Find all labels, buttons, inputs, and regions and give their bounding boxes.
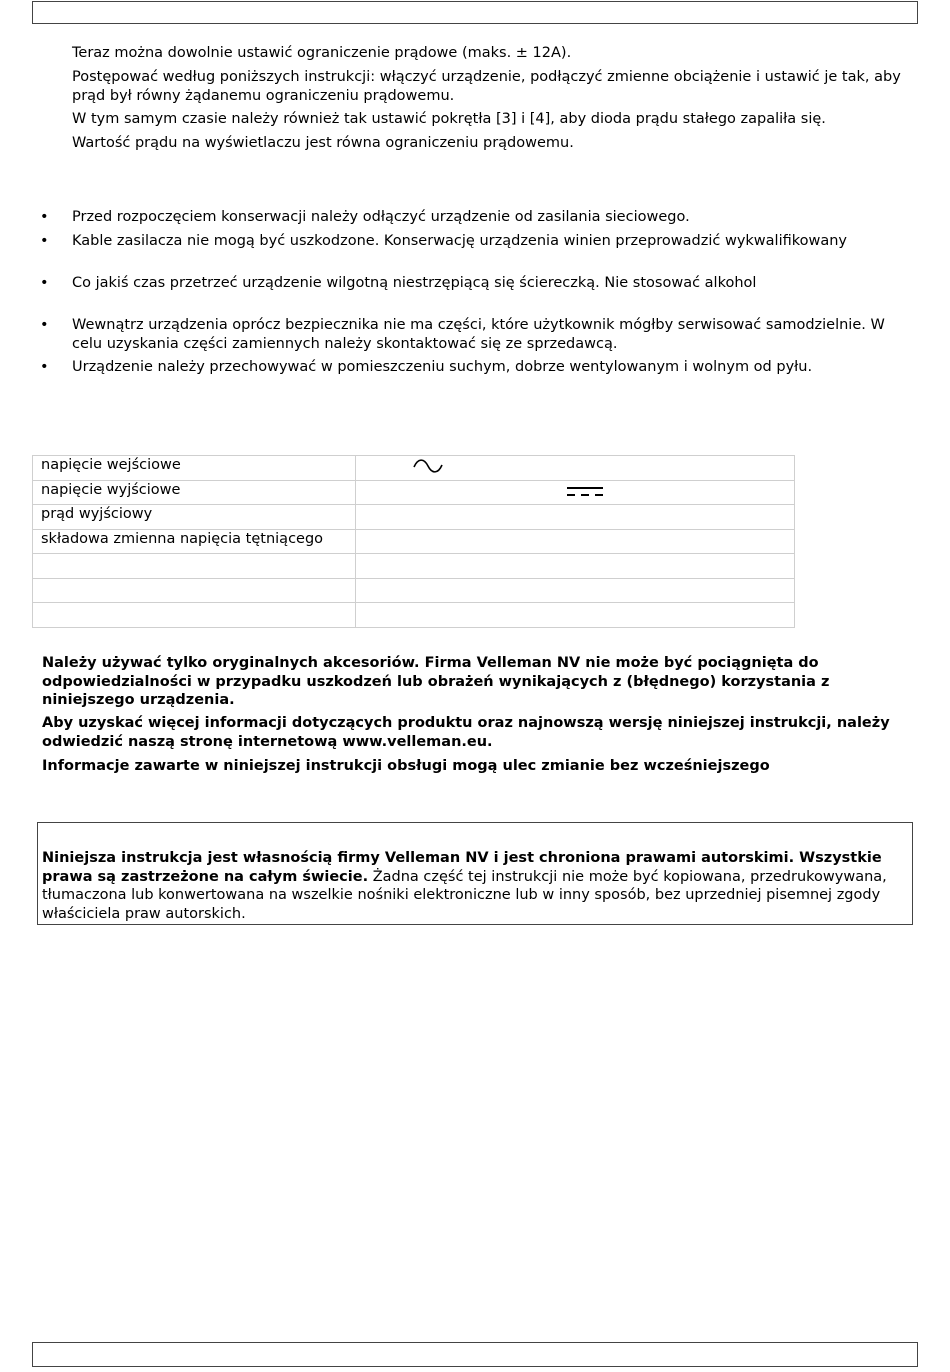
website-notice: Aby uzyskać więcej informacji dotyczących produktu oraz najnowszą wersję niniejszej instrukcji, należy odwiedzić naszą stronę internetową www.velleman.eu. (42, 715, 890, 750)
maintenance-item (40, 208, 910, 227)
maintenance-item-text: Kable zasilacza nie mogą być uszkodzone. Konserwację urządzenia winien przeprowadzić wykwalifikowany (72, 233, 848, 249)
spec-label: napięcie wyjściowe (33, 480, 356, 505)
maintenance-item-text: Urządzenie należy przechowywać w pomieszczeniu suchym, dobrze wentylowanym i wolnym od pyłu. (72, 359, 813, 375)
instruction-paragraph-1: Teraz można dowolnie ustawić ograniczenie prądowe (maks. ± 12A). (72, 45, 572, 61)
table-row (33, 480, 795, 505)
page-header-bar (32, 1, 918, 24)
specifications-table (32, 455, 795, 628)
instruction-paragraph-2: Postępować według poniższych instrukcji: włączyć urządzenie, podłączyć zmienne obciążenie i ustawić je tak, aby prąd był równy żądanemu ograniczeniu prądowemu. (72, 69, 901, 104)
page-footer-bar (32, 1342, 918, 1367)
maintenance-item (40, 358, 910, 377)
instruction-paragraph-3: W tym samym czasie należy również tak ustawić pokrętła [3] i [4], aby dioda prądu stałego zapaliła się. (72, 111, 826, 127)
spec-label: prąd wyjściowy (33, 505, 356, 530)
spec-value (356, 456, 795, 481)
copyright-text (42, 849, 904, 923)
maintenance-item-text: Co jakiś czas przetrzeć urządzenie wilgotną niestrzępiącą się ściereczką. Nie stosować alkohol (72, 275, 757, 291)
maintenance-item-text: Wewnątrz urządzenia oprócz bezpiecznika nie ma części, które użytkownik mógłby serwisować samodzielnie. W celu uzyskania części zamiennych należy skontaktować się ze sprzedawcą. (72, 317, 885, 352)
spec-label (33, 578, 356, 603)
table-row (33, 456, 795, 481)
copyright-box (37, 822, 913, 925)
dc-symbol-icon (565, 484, 605, 500)
copyright-normal-text: Żadna część tej instrukcji nie może być kopiowana, przedrukowywana, tłumaczona lub konwertowana na wszelkie nośniki elektroniczne lub w inny sposób, bez uprzedniej pisemnej zgody właściciela praw autorskich. (42, 868, 887, 922)
changes-notice: Informacje zawarte w niniejszej instrukcji obsługi mogą ulec zmianie bez wcześniejszego (42, 758, 770, 774)
spec-value (356, 505, 795, 530)
maintenance-item (40, 232, 910, 251)
spec-value (356, 603, 795, 628)
bullet-icon: • (40, 317, 49, 333)
spec-label (33, 554, 356, 579)
table-row (33, 578, 795, 603)
ac-symbol-icon (411, 457, 445, 475)
accessories-notice: Należy używać tylko oryginalnych akcesoriów. Firma Velleman NV nie może być pociągnięta do odpowiedzialności w przypadku uszkodzeń lub obrażeń wynikających z (błędnego) korzystania z niniejszego urządzenia. (42, 655, 830, 708)
spec-label: napięcie wejściowe (33, 456, 356, 481)
bullet-icon: • (40, 275, 49, 291)
copyright-bold-text: Niniejsza instrukcja jest własnością firmy Velleman NV i jest chroniona prawami autorskimi. Wszystkie prawa są zastrzeżone na całym świecie. (42, 850, 882, 885)
instruction-paragraph-4: Wartość prądu na wyświetlaczu jest równa ograniczeniu prądowemu. (72, 135, 574, 151)
spec-label: składowa zmienna napięcia tętniącego (33, 529, 356, 554)
bullet-icon: • (40, 359, 49, 375)
spec-value (356, 554, 795, 579)
maintenance-item (40, 316, 910, 353)
table-row (33, 505, 795, 530)
spec-value (356, 480, 795, 505)
table-row (33, 529, 795, 554)
spec-value (356, 578, 795, 603)
maintenance-item-text: Przed rozpoczęciem konserwacji należy odłączyć urządzenie od zasilania sieciowego. (72, 209, 690, 225)
bullet-icon: • (40, 233, 49, 249)
bullet-icon: • (40, 209, 49, 225)
spec-label (33, 603, 356, 628)
spec-value (356, 529, 795, 554)
table-row (33, 554, 795, 579)
table-row (33, 603, 795, 628)
maintenance-item (40, 274, 910, 293)
